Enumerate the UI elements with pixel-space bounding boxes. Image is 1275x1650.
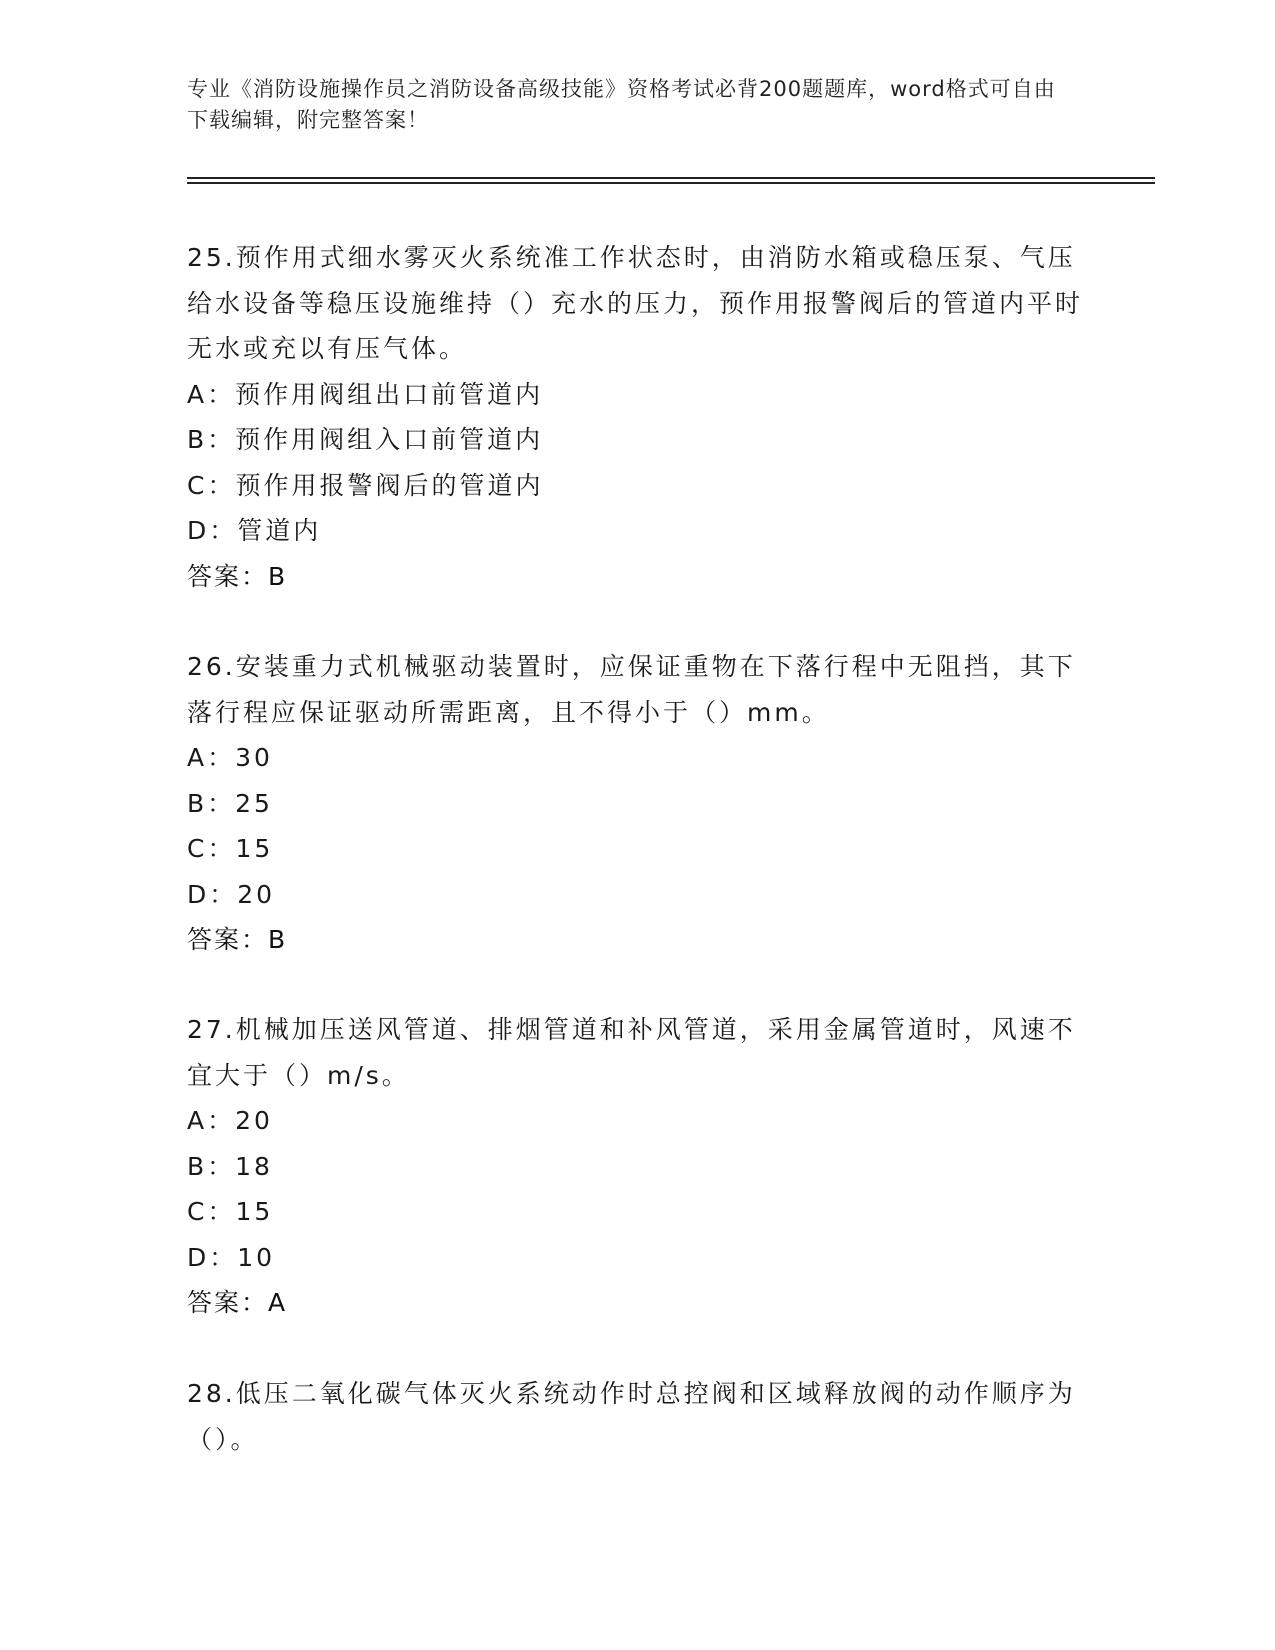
question-stem: 26.安装重力式机械驱动装置时，应保证重物在下落行程中无阻挡，其下落行程应保证驱动所需距离，且不得小于（）mm。	[187, 652, 1076, 727]
option-b: B：预作用阀组入口前管道内	[187, 425, 544, 454]
header-divider-bottom	[187, 182, 1155, 184]
question-stem: 27.机械加压送风管道、排烟管道和补风管道，采用金属管道时，风速不宜大于（）m/s。	[187, 1015, 1076, 1090]
option-d: D：10	[187, 1242, 276, 1272]
answer: 答案：B	[187, 925, 288, 954]
option-c: C：预作用报警阀后的管道内	[187, 470, 544, 500]
answer: 答案：B	[187, 561, 288, 591]
header-divider-top	[187, 177, 1155, 179]
option-c: C：15	[187, 834, 274, 863]
question-stem: 28.低压二氧化碳气体灭火系统动作时总控阀和区域释放阀的动作顺序为（）。	[187, 1379, 1076, 1454]
answer: 答案：A	[187, 1288, 288, 1317]
document-header: 专业《消防设施操作员之消防设备高级技能》资格考试必背200题题库，word格式可自由下载编辑，附完整答案！	[187, 77, 1056, 132]
option-a: A：30	[187, 743, 273, 772]
option-d: D：管道内	[187, 516, 322, 545]
option-d: D：20	[187, 879, 276, 909]
question-27	[187, 1007, 1087, 1326]
question-26	[187, 644, 1087, 963]
question-28	[187, 1371, 1087, 1462]
option-c: C：15	[187, 1197, 274, 1226]
question-25	[187, 235, 1087, 599]
question-stem: 25.预作用式细水雾灭火系统准工作状态时，由消防水箱或稳压泵、气压给水设备等稳压设施维持（）充水的压力，预作用报警阀后的管道内平时无水或充以有压气体。	[187, 243, 1084, 363]
option-a: A：20	[187, 1106, 273, 1135]
option-a: A：预作用阀组出口前管道内	[187, 379, 544, 409]
option-b: B：18	[187, 1151, 273, 1181]
option-b: B：25	[187, 788, 273, 818]
